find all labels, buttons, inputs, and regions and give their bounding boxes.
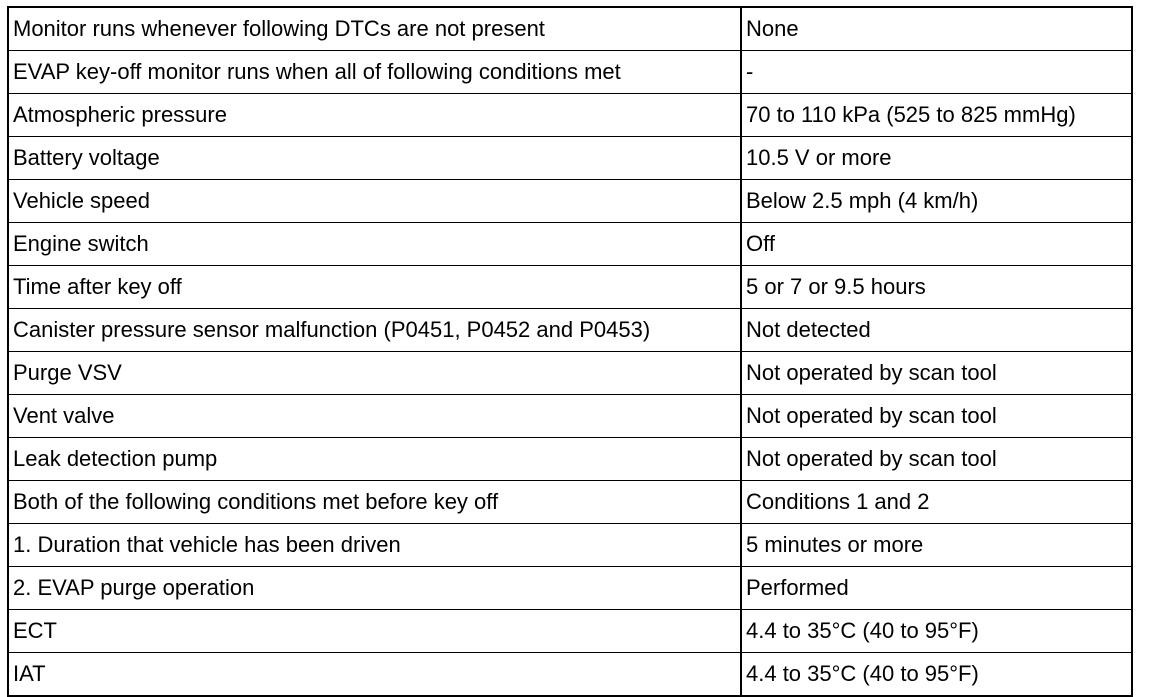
value-cell: 5 minutes or more	[741, 524, 1132, 567]
table-row	[8, 137, 1132, 180]
table-row	[8, 223, 1132, 266]
condition-cell: EVAP key-off monitor runs when all of following conditions met	[8, 51, 741, 94]
condition-cell: Vent valve	[8, 395, 741, 438]
condition-cell: Vehicle speed	[8, 180, 741, 223]
value-cell: Below 2.5 mph (4 km/h)	[741, 180, 1132, 223]
value-cell: Not operated by scan tool	[741, 438, 1132, 481]
table-row	[8, 266, 1132, 309]
condition-cell: Engine switch	[8, 223, 741, 266]
conditions-table	[7, 6, 1133, 697]
condition-cell: Purge VSV	[8, 352, 741, 395]
condition-cell: Both of the following conditions met before key off	[8, 481, 741, 524]
table-row	[8, 653, 1132, 697]
condition-cell: Battery voltage	[8, 137, 741, 180]
value-cell: Not detected	[741, 309, 1132, 352]
table-row	[8, 524, 1132, 567]
condition-cell: Leak detection pump	[8, 438, 741, 481]
table-row	[8, 352, 1132, 395]
table-row	[8, 567, 1132, 610]
condition-cell: 2. EVAP purge operation	[8, 567, 741, 610]
table-row	[8, 51, 1132, 94]
table-row	[8, 309, 1132, 352]
value-cell: Conditions 1 and 2	[741, 481, 1132, 524]
value-cell: Not operated by scan tool	[741, 395, 1132, 438]
condition-cell: Monitor runs whenever following DTCs are not present	[8, 7, 741, 51]
value-cell: Performed	[741, 567, 1132, 610]
table-row	[8, 610, 1132, 653]
table-row	[8, 94, 1132, 137]
condition-cell: Time after key off	[8, 266, 741, 309]
table-row	[8, 180, 1132, 223]
table-body	[8, 7, 1132, 696]
value-cell: 4.4 to 35°C (40 to 95°F)	[741, 653, 1132, 697]
condition-cell: 1. Duration that vehicle has been driven	[8, 524, 741, 567]
value-cell: 10.5 V or more	[741, 137, 1132, 180]
condition-cell: IAT	[8, 653, 741, 697]
value-cell: 4.4 to 35°C (40 to 95°F)	[741, 610, 1132, 653]
value-cell: -	[741, 51, 1132, 94]
condition-cell: Atmospheric pressure	[8, 94, 741, 137]
value-cell: 5 or 7 or 9.5 hours	[741, 266, 1132, 309]
table-row	[8, 481, 1132, 524]
table-row	[8, 438, 1132, 481]
value-cell: Not operated by scan tool	[741, 352, 1132, 395]
value-cell: None	[741, 7, 1132, 51]
table-row	[8, 395, 1132, 438]
table-row	[8, 7, 1132, 51]
condition-cell: ECT	[8, 610, 741, 653]
value-cell: 70 to 110 kPa (525 to 825 mmHg)	[741, 94, 1132, 137]
condition-cell: Canister pressure sensor malfunction (P0451, P0452 and P0453)	[8, 309, 741, 352]
value-cell: Off	[741, 223, 1132, 266]
